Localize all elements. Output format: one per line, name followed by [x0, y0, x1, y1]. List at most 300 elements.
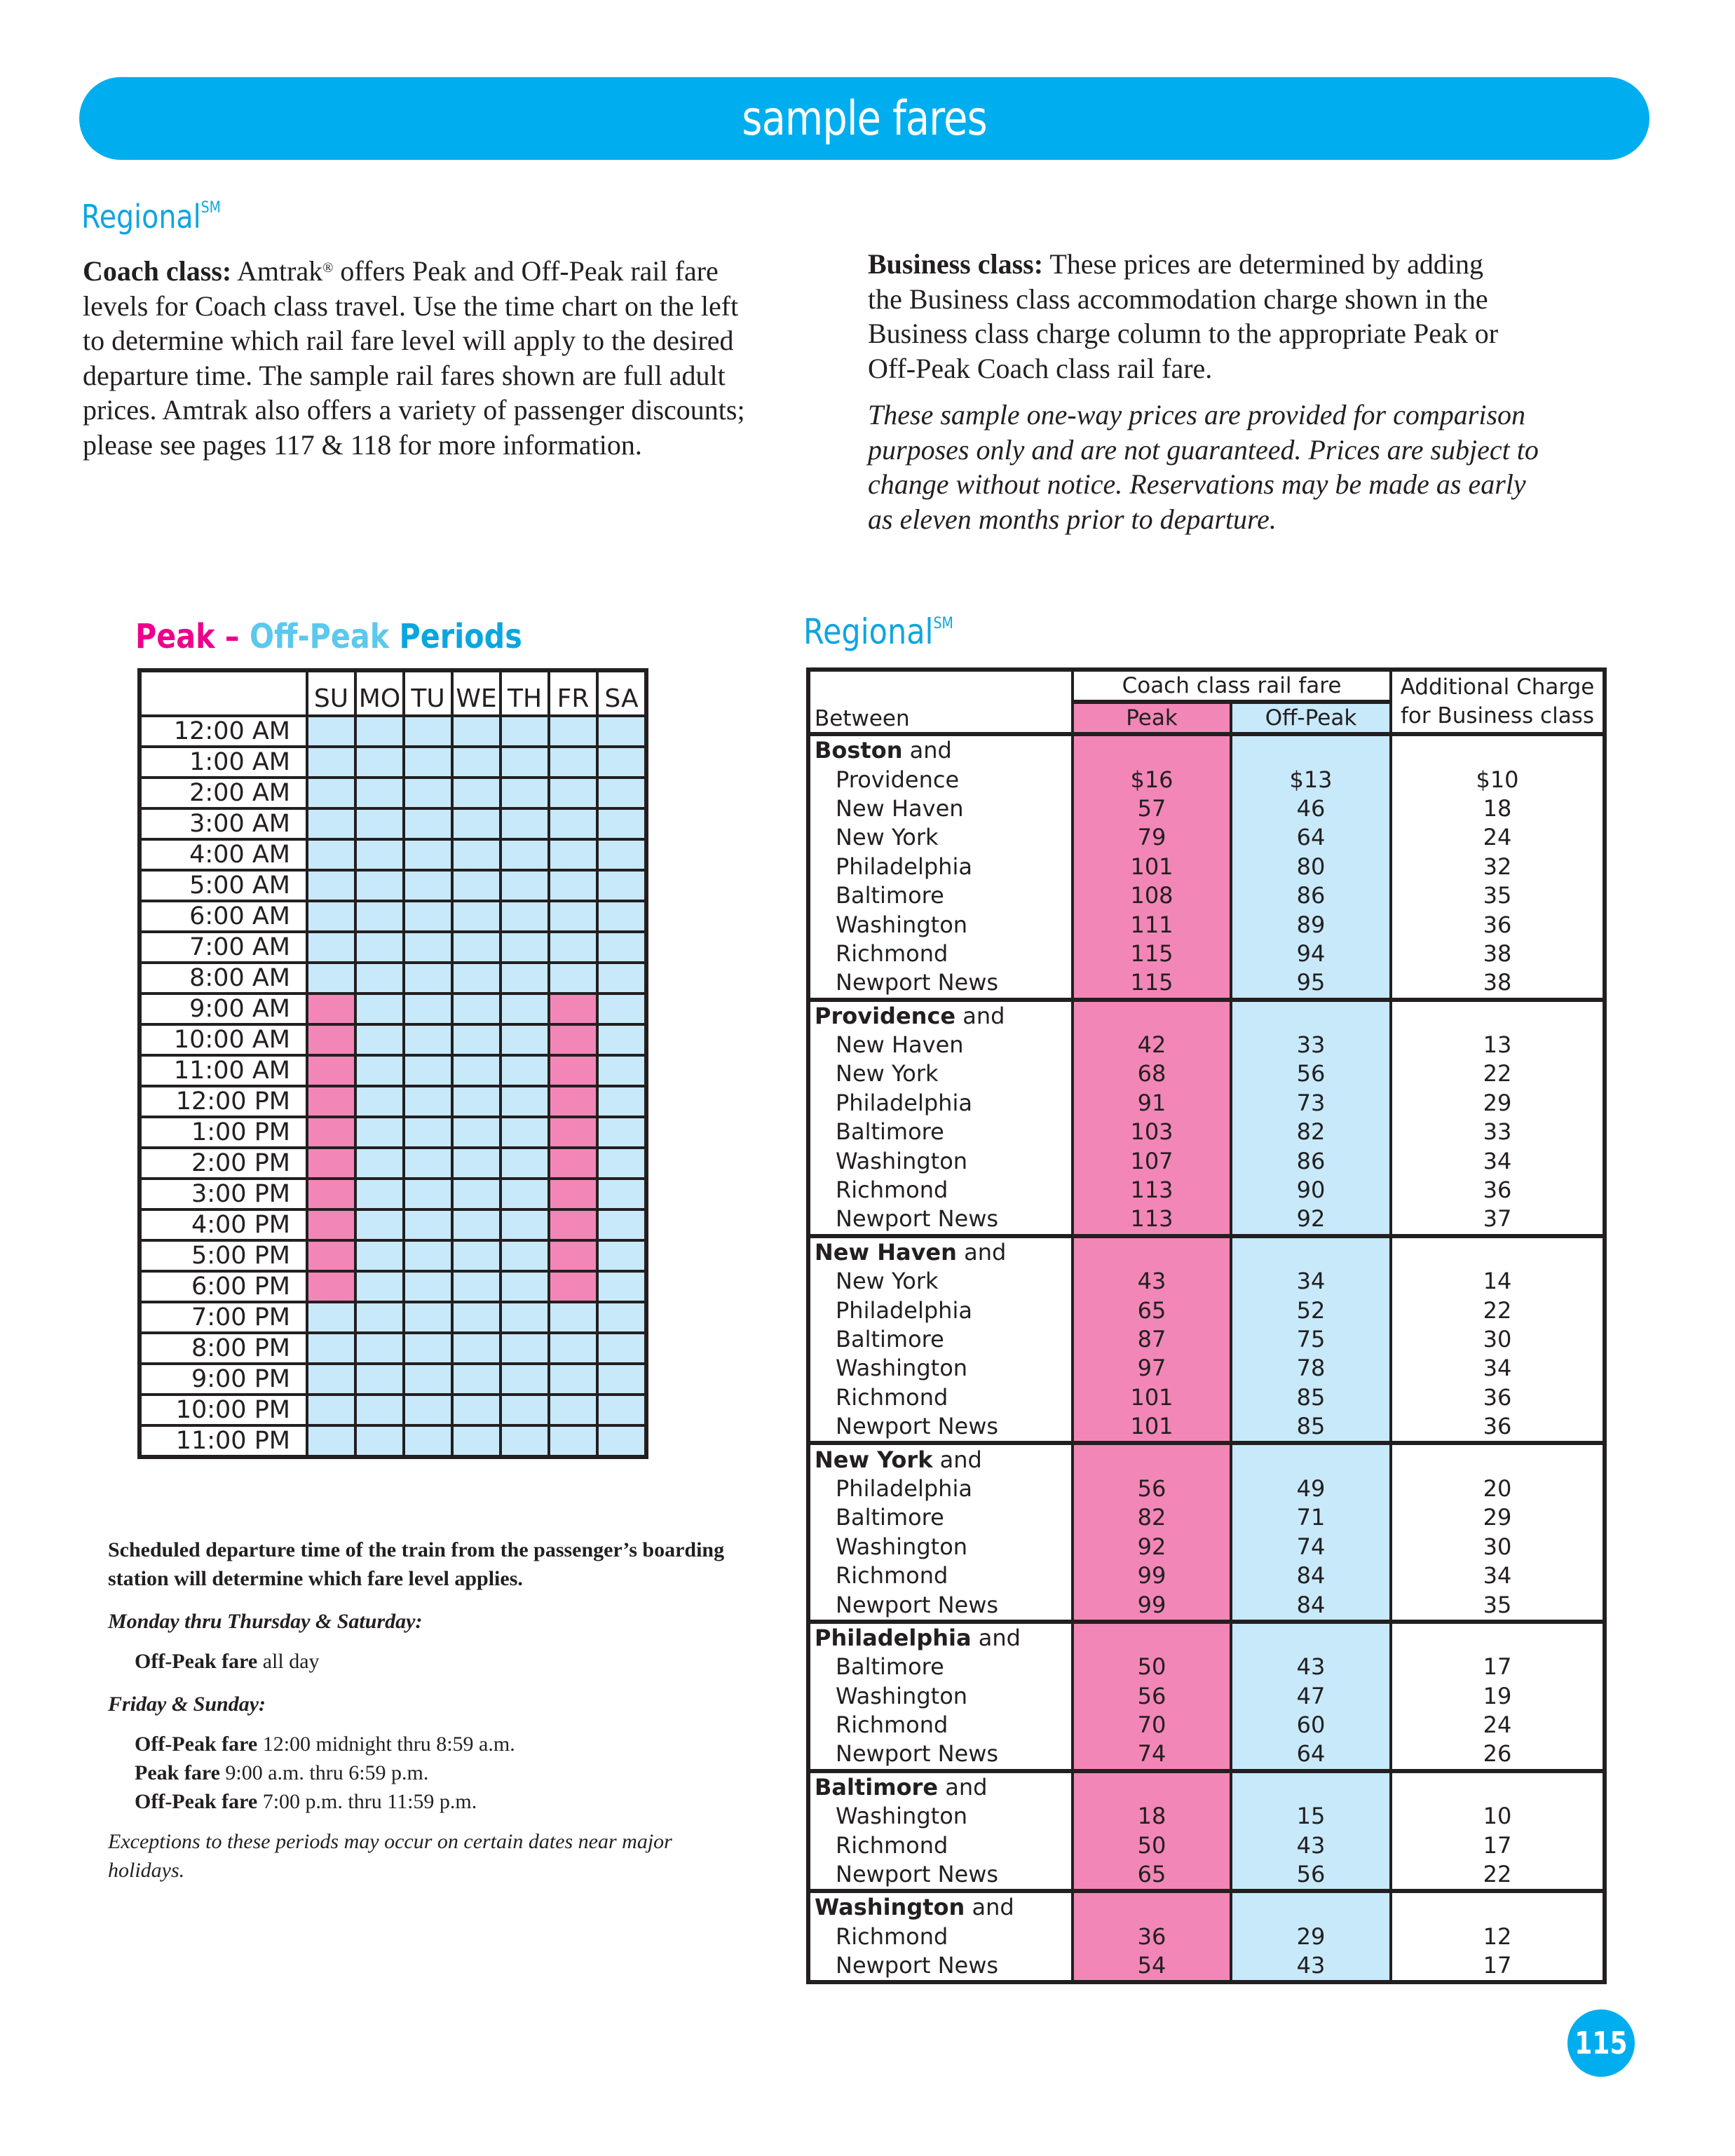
- offpeak-cell: [501, 1302, 549, 1333]
- peak-fare: 101: [1073, 1412, 1231, 1443]
- offpeak-cell: [501, 901, 549, 932]
- offpeak-cell: [404, 747, 452, 778]
- business-charge: 17: [1483, 1653, 1512, 1681]
- time-label: 11:00 AM: [140, 1055, 307, 1086]
- coach-line-1: Coach class: Amtrak® offers Peak and Off-Peak rail fare: [83, 255, 719, 287]
- grid-corner: [140, 670, 307, 716]
- offpeak-cell: [307, 901, 355, 932]
- offpeak-cell: [597, 1302, 646, 1333]
- fare-row: [808, 1682, 1605, 1711]
- offpeak-cell: [597, 1086, 646, 1117]
- offpeak-cell: [549, 932, 597, 963]
- peak-fare: 115: [1073, 968, 1231, 999]
- time-label: 12:00 AM: [140, 716, 307, 747]
- offpeak-cell: [452, 1209, 501, 1240]
- offpeak-fare: 56: [1231, 1059, 1391, 1088]
- peak-cell: [307, 1271, 355, 1302]
- fare-row: [808, 1031, 1605, 1059]
- regional-heading: Regional℠: [81, 198, 222, 236]
- offpeak-fare: 85: [1231, 1412, 1391, 1443]
- business-charge: 38: [1483, 940, 1512, 967]
- offpeak-cell: [501, 963, 549, 994]
- offpeak-cell: [597, 1209, 646, 1240]
- offpeak-cell: [355, 870, 404, 901]
- offpeak-cell: [404, 1179, 452, 1209]
- destination: Washington: [808, 910, 1073, 939]
- offpeak-cell: [355, 963, 404, 994]
- time-label: 12:00 PM: [140, 1086, 307, 1117]
- offpeak-cell: [452, 1055, 501, 1086]
- grid-row: [140, 932, 646, 963]
- offpeak-fare: 15: [1231, 1802, 1391, 1831]
- offpeak-cell: [452, 963, 501, 994]
- offpeak-fare: 43: [1231, 1951, 1391, 1982]
- time-label: 3:00 PM: [140, 1179, 307, 1209]
- peak-fare: 91: [1073, 1089, 1231, 1118]
- offpeak-cell: [452, 1179, 501, 1209]
- peak-fare: 54: [1073, 1951, 1231, 1982]
- peak-fare: 103: [1073, 1118, 1231, 1146]
- fare-row: [808, 1951, 1605, 1982]
- offpeak-cell: [404, 1333, 452, 1364]
- offpeak-cell: [404, 1086, 452, 1117]
- peak-cell: [307, 1024, 355, 1055]
- origin-group-row: [808, 1443, 1605, 1474]
- fare-row: [808, 1146, 1605, 1175]
- destination: Newport News: [808, 968, 1073, 999]
- offpeak-cell: [404, 778, 452, 808]
- peak-fare: 36: [1073, 1923, 1231, 1951]
- offpeak-cell: [597, 778, 646, 808]
- business-charge: 36: [1391, 1412, 1605, 1443]
- peak-fare: 108: [1073, 881, 1231, 910]
- offpeak-fare: 49: [1231, 1474, 1391, 1503]
- offpeak-cell: [452, 1086, 501, 1117]
- fare-row: [808, 1503, 1605, 1532]
- peak-cell: [307, 1086, 355, 1117]
- peak-fare: 65: [1073, 1860, 1231, 1891]
- offpeak-cell: [355, 1271, 404, 1302]
- peak-cell: [307, 1117, 355, 1148]
- destination: Baltimore: [808, 881, 1073, 910]
- fare-row: [808, 853, 1605, 881]
- offpeak-cell: [501, 1148, 549, 1179]
- offpeak-cell: [452, 1148, 501, 1179]
- coach-class-label: Coach class:: [83, 255, 232, 287]
- grid-row: [140, 1364, 646, 1395]
- peak-fare: 56: [1073, 1682, 1231, 1711]
- offpeak-cell: [404, 901, 452, 932]
- business-charge: 35: [1483, 882, 1512, 909]
- offpeak-cell: [597, 870, 646, 901]
- destination: Baltimore: [808, 1118, 1073, 1146]
- business-charge: 37: [1391, 1205, 1605, 1235]
- offpeak-cell: [404, 1240, 452, 1271]
- business-charge: 33: [1483, 1118, 1512, 1146]
- grid-row: [140, 808, 646, 839]
- business-charge: 13: [1483, 1031, 1512, 1059]
- weekday-heading: Monday thru Thursday & Saturday:: [108, 1610, 423, 1633]
- destination: Richmond: [808, 1711, 1073, 1740]
- peak-cell: [307, 1209, 355, 1240]
- offpeak-cell: [597, 1333, 646, 1364]
- business-charge: 36: [1483, 1177, 1512, 1204]
- fares-header-row-1: [808, 670, 1605, 702]
- destination: Philadelphia: [808, 853, 1073, 881]
- offpeak-cell: [355, 1302, 404, 1333]
- offpeak-cell: [355, 747, 404, 778]
- offpeak-cell: [549, 808, 597, 839]
- offpeak-cell: [355, 1024, 404, 1055]
- grid-row: [140, 778, 646, 808]
- grid-row: [140, 1148, 646, 1179]
- destination: Washington: [808, 1802, 1073, 1831]
- grid-row: [140, 1425, 646, 1457]
- coach-line: prices. Amtrak also offers a variety of passenger discounts;: [83, 394, 745, 426]
- coach-line: departure time. The sample rail fares shown are full adult: [83, 359, 726, 391]
- fare-row: [808, 1205, 1605, 1235]
- peak-cell: [549, 1240, 597, 1271]
- offpeak-cell: [549, 1364, 597, 1395]
- offpeak-cell: [549, 1425, 597, 1457]
- offpeak-cell: [452, 1425, 501, 1457]
- offpeak-cell: [501, 1364, 549, 1395]
- offpeak-cell: [452, 808, 501, 839]
- offpeak-cell: [597, 808, 646, 839]
- offpeak-cell: [404, 1302, 452, 1333]
- offpeak-cell: [549, 778, 597, 808]
- offpeak-cell: [404, 963, 452, 994]
- notes-lead: Scheduled departure time of the train from the passenger’s boarding station will determine which fare level applies.: [108, 1538, 725, 1590]
- disclaimer-line: change without notice. Reservations may be made as early: [868, 468, 1526, 500]
- grid-row: [140, 1086, 646, 1117]
- offpeak-cell: [549, 870, 597, 901]
- offpeak-cell: [501, 1425, 549, 1457]
- time-label: 4:00 PM: [140, 1209, 307, 1240]
- weekend-rule: Off-Peak fare 7:00 p.m. thru 11:59 p.m.: [135, 1790, 477, 1813]
- peak-fare: 70: [1073, 1711, 1231, 1740]
- business-charge: 18: [1483, 794, 1512, 822]
- peak-fare: 107: [1073, 1146, 1231, 1175]
- offpeak-cell: [501, 839, 549, 870]
- peak-fare: 111: [1073, 910, 1231, 939]
- time-label: 9:00 PM: [140, 1364, 307, 1395]
- offpeak-cell: [501, 1086, 549, 1117]
- day-header-th: TH: [501, 670, 549, 716]
- offpeak-cell: [355, 932, 404, 963]
- offpeak-cell: [597, 932, 646, 963]
- offpeak-cell: [452, 1302, 501, 1333]
- offpeak-cell: [549, 963, 597, 994]
- fare-row: [808, 1089, 1605, 1118]
- offpeak-fare: 29: [1231, 1923, 1391, 1951]
- fare-row: [808, 968, 1605, 999]
- offpeak-cell: [307, 1425, 355, 1457]
- regional-fares-heading: Regional℠: [803, 611, 953, 652]
- destination: Philadelphia: [808, 1296, 1073, 1324]
- business-charge: 34: [1483, 1355, 1512, 1382]
- fare-row: [808, 1590, 1605, 1621]
- offpeak-cell: [452, 1364, 501, 1395]
- destination: Baltimore: [808, 1503, 1073, 1532]
- business-charge: 30: [1483, 1326, 1512, 1352]
- grid-row: [140, 1333, 646, 1364]
- offpeak-cell: [355, 808, 404, 839]
- fare-row: [808, 1561, 1605, 1590]
- offpeak-cell: [597, 994, 646, 1024]
- destination: Richmond: [808, 1831, 1073, 1859]
- peak-fare: 43: [1073, 1267, 1231, 1296]
- time-label: 2:00 AM: [140, 778, 307, 808]
- offpeak-fare: 82: [1231, 1118, 1391, 1146]
- offpeak-cell: [501, 1395, 549, 1425]
- offpeak-cell: [452, 1271, 501, 1302]
- time-label: 4:00 AM: [140, 839, 307, 870]
- peak-fare: 50: [1073, 1653, 1231, 1681]
- origin-group-row: [808, 1771, 1605, 1802]
- offpeak-cell: [452, 901, 501, 932]
- offpeak-fare: 73: [1231, 1089, 1391, 1118]
- time-label: 2:00 PM: [140, 1148, 307, 1179]
- offpeak-fare: 43: [1231, 1831, 1391, 1859]
- disclaimer-line: purposes only and are not guaranteed. Prices are subject to: [868, 433, 1539, 466]
- business-charge: $10: [1476, 766, 1519, 793]
- fare-row: [808, 940, 1605, 968]
- fare-period-notes: [108, 1535, 739, 1885]
- business-charge: 12: [1483, 1923, 1512, 1950]
- offpeak-cell: [597, 963, 646, 994]
- offpeak-cell: [452, 870, 501, 901]
- offpeak-cell: [501, 932, 549, 963]
- offpeak-cell: [355, 1364, 404, 1395]
- destination: Richmond: [808, 940, 1073, 968]
- peak-cell: [549, 1117, 597, 1148]
- offpeak-fare: 64: [1231, 823, 1391, 852]
- fare-row: [808, 1533, 1605, 1561]
- offpeak-cell: [597, 839, 646, 870]
- fare-row: [808, 1296, 1605, 1324]
- fare-row: [808, 910, 1605, 939]
- destination: New Haven: [808, 794, 1073, 823]
- time-label: 1:00 AM: [140, 747, 307, 778]
- destination: Newport News: [808, 1951, 1073, 1982]
- offpeak-cell: [452, 994, 501, 1024]
- page-header-bar: [79, 77, 1649, 160]
- offpeak-cell: [549, 1302, 597, 1333]
- offpeak-cell: [307, 747, 355, 778]
- peak-fare: 74: [1073, 1740, 1231, 1770]
- fare-row: [808, 765, 1605, 794]
- fare-row: [808, 1711, 1605, 1740]
- offpeak-fare: 33: [1231, 1031, 1391, 1059]
- disclaimer-paragraph: [868, 398, 1660, 536]
- peak-cell: [307, 1055, 355, 1086]
- business-charge: 30: [1483, 1533, 1512, 1560]
- origin-group-row: [808, 1622, 1605, 1653]
- grid-row: [140, 839, 646, 870]
- offpeak-cell: [597, 1055, 646, 1086]
- page-number-badge: 115: [1567, 2009, 1635, 2077]
- origin-group-row: [808, 1000, 1605, 1031]
- grid-row: [140, 1240, 646, 1271]
- offpeak-fare: 90: [1231, 1176, 1391, 1205]
- offpeak-cell: [355, 1117, 404, 1148]
- peak-fare: 56: [1073, 1474, 1231, 1503]
- peak-fare: 99: [1073, 1561, 1231, 1590]
- offpeak-cell: [597, 1425, 646, 1457]
- offpeak-cell: [597, 1117, 646, 1148]
- business-charge: 38: [1391, 968, 1605, 999]
- offpeak-cell: [404, 994, 452, 1024]
- weekend-rule: Peak fare 9:00 a.m. thru 6:59 p.m.: [135, 1761, 429, 1784]
- time-label: 1:00 PM: [140, 1117, 307, 1148]
- offpeak-cell: [452, 1395, 501, 1425]
- offpeak-fare: 94: [1231, 940, 1391, 968]
- peak-fare: 101: [1073, 1383, 1231, 1412]
- time-label: 3:00 AM: [140, 808, 307, 839]
- origin-label: Philadelphia and: [808, 1622, 1073, 1653]
- offpeak-fare: 46: [1231, 794, 1391, 823]
- peak-cell: [307, 994, 355, 1024]
- time-label: 6:00 AM: [140, 901, 307, 932]
- time-label: 5:00 PM: [140, 1240, 307, 1271]
- weekday-rule: Off-Peak fare all day: [135, 1650, 320, 1673]
- peak-cell: [549, 1086, 597, 1117]
- offpeak-fare: 75: [1231, 1325, 1391, 1354]
- business-line: the Business class accommodation charge shown in the: [868, 283, 1488, 315]
- offpeak-cell: [549, 839, 597, 870]
- offpeak-cell: [597, 901, 646, 932]
- offpeak-cell: [355, 1148, 404, 1179]
- business-charge: 24: [1483, 824, 1512, 851]
- origin-group-row: [808, 1236, 1605, 1267]
- offpeak-cell: [404, 1395, 452, 1425]
- offpeak-cell: [404, 1024, 452, 1055]
- destination: Baltimore: [808, 1653, 1073, 1681]
- offpeak-cell: [501, 778, 549, 808]
- offpeak-fare: 71: [1231, 1503, 1391, 1532]
- offpeak-fare: 95: [1231, 968, 1391, 999]
- destination: New York: [808, 823, 1073, 852]
- offpeak-fare: $13: [1231, 765, 1391, 794]
- offpeak-cell: [501, 1117, 549, 1148]
- origin-group-row: [808, 1891, 1605, 1922]
- grid-header-row: [140, 670, 646, 716]
- peak-cell: [307, 1148, 355, 1179]
- peak-fare: 113: [1073, 1205, 1231, 1235]
- day-header-mo: MO: [355, 670, 404, 716]
- offpeak-fare: 78: [1231, 1354, 1391, 1383]
- peak-fare: 42: [1073, 1031, 1231, 1059]
- offpeak-cell: [501, 1179, 549, 1209]
- peak-offpeak-periods-heading: Peak – Off-Peak Periods: [135, 617, 522, 656]
- offpeak-fare: 43: [1231, 1653, 1391, 1681]
- offpeak-cell: [452, 1024, 501, 1055]
- business-charge: 17: [1483, 1831, 1512, 1859]
- offpeak-fare: 89: [1231, 910, 1391, 939]
- offpeak-cell: [307, 778, 355, 808]
- offpeak-cell: [501, 1333, 549, 1364]
- offpeak-fare: 80: [1231, 853, 1391, 881]
- peak-fare: 18: [1073, 1802, 1231, 1831]
- destination: Richmond: [808, 1383, 1073, 1412]
- offpeak-fare: 86: [1231, 1146, 1391, 1175]
- offpeak-cell: [355, 1240, 404, 1271]
- time-label: 7:00 AM: [140, 932, 307, 963]
- destination: Richmond: [808, 1176, 1073, 1205]
- day-header-we: WE: [452, 670, 501, 716]
- time-label: 11:00 PM: [140, 1425, 307, 1457]
- weekend-rule: Off-Peak fare 12:00 midnight thru 8:59 a.m.: [135, 1733, 515, 1756]
- business-charge: 34: [1483, 1562, 1512, 1589]
- destination: Washington: [808, 1354, 1073, 1383]
- grid-row: [140, 870, 646, 901]
- peak-fare: $16: [1073, 765, 1231, 794]
- peak-fare: 57: [1073, 794, 1231, 823]
- peak-cell: [549, 1209, 597, 1240]
- peak-cell: [549, 994, 597, 1024]
- offpeak-cell: [355, 839, 404, 870]
- offpeak-cell: [355, 778, 404, 808]
- business-charge: 20: [1483, 1474, 1512, 1502]
- fare-row: [808, 1923, 1605, 1951]
- peak-cell: [549, 1179, 597, 1209]
- offpeak-fare: 85: [1231, 1383, 1391, 1412]
- offpeak-cell: [355, 1425, 404, 1457]
- day-header-su: SU: [307, 670, 355, 716]
- offpeak-cell: [404, 1117, 452, 1148]
- origin-label: New Haven and: [808, 1236, 1073, 1267]
- coach-class-paragraph: [83, 251, 840, 462]
- time-label: 5:00 AM: [140, 870, 307, 901]
- destination: New York: [808, 1267, 1073, 1296]
- disclaimer-line: as eleven months prior to departure.: [868, 503, 1277, 535]
- business-charge: 10: [1483, 1803, 1512, 1830]
- offpeak-cell: [355, 1179, 404, 1209]
- offpeak-cell: [452, 839, 501, 870]
- offpeak-fare: 47: [1231, 1682, 1391, 1711]
- peak-fare: 65: [1073, 1296, 1231, 1324]
- destination: Newport News: [808, 1412, 1073, 1443]
- destination: Richmond: [808, 1923, 1073, 1951]
- col-peak: Peak: [1073, 702, 1231, 734]
- peak-fare: 82: [1073, 1503, 1231, 1532]
- offpeak-fare: 52: [1231, 1296, 1391, 1324]
- offpeak-cell: [549, 1395, 597, 1425]
- fare-row: [808, 823, 1605, 852]
- fare-row: [808, 1383, 1605, 1412]
- destination: Newport News: [808, 1740, 1073, 1770]
- destination: Baltimore: [808, 1325, 1073, 1354]
- business-line: Business class charge column to the appropriate Peak or: [868, 318, 1499, 349]
- offpeak-cell: [452, 1333, 501, 1364]
- time-label: 9:00 AM: [140, 994, 307, 1024]
- destination: Richmond: [808, 1561, 1073, 1590]
- offpeak-cell: [355, 1333, 404, 1364]
- offpeak-cell: [549, 716, 597, 747]
- coach-line: please see pages 117 & 118 for more information.: [83, 428, 642, 461]
- offpeak-cell: [404, 839, 452, 870]
- origin-label: Washington and: [808, 1891, 1073, 1922]
- business-line-1: Business class: These prices are determined by adding: [868, 248, 1483, 280]
- peak-cell: [307, 1240, 355, 1271]
- time-label: 8:00 PM: [140, 1333, 307, 1364]
- destination: Newport News: [808, 1590, 1073, 1621]
- business-charge: 26: [1391, 1740, 1605, 1770]
- offpeak-cell: [501, 747, 549, 778]
- offpeak-cell: [597, 1364, 646, 1395]
- peak-fare: 99: [1073, 1590, 1231, 1621]
